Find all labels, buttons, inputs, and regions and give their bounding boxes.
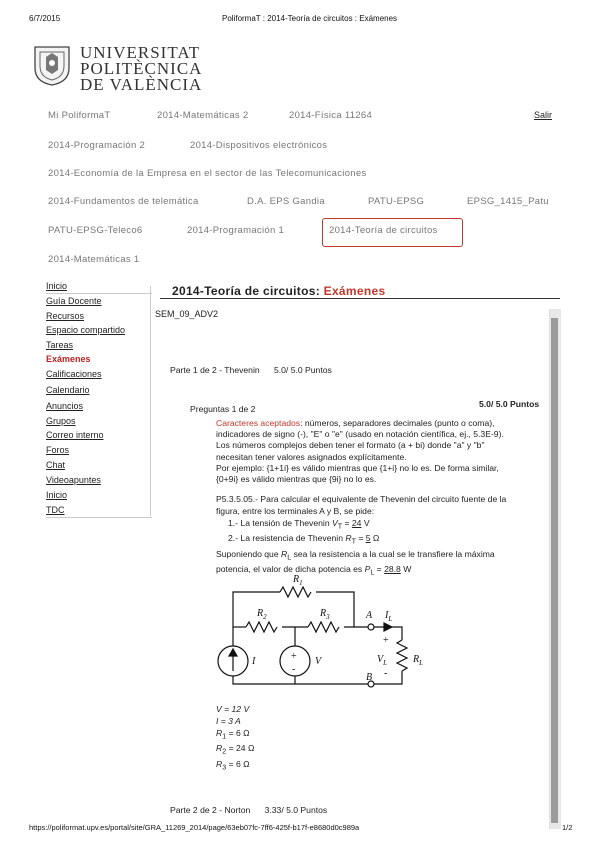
tab-economia[interactable]: 2014-Economía de la Empresa en el sector de las Telecomunicaciones: [48, 168, 367, 179]
sidebar-item-anuncios[interactable]: Anuncios: [46, 401, 84, 411]
sidebar-item-inicio[interactable]: Inicio: [46, 281, 68, 291]
label-il: $I_L$: [385, 610, 393, 623]
sidebar-item-examenes[interactable]: Exámenes: [46, 354, 91, 364]
sidebar-item-espacio-compartido[interactable]: Espacio compartido: [46, 325, 126, 335]
sidebar-item-calendario[interactable]: Calendario: [46, 385, 90, 395]
sidebar-item-videoapuntes[interactable]: Videoapuntes: [46, 475, 101, 485]
tab-programacion1[interactable]: 2014-Programación 1: [187, 225, 285, 236]
print-url: https://poliformat.upv.es/portal/site/GRA_11269_2014/page/63eb07fc-7ff6-425f-b17f-e8680d0c989a: [29, 823, 360, 832]
sidebar-item-calificaciones[interactable]: Calificaciones: [46, 369, 102, 379]
sidebar-divider: [46, 293, 152, 294]
source-minus: -: [292, 664, 296, 675]
resistor-r1: [280, 587, 311, 597]
label-vl: $V_L$: [377, 654, 388, 667]
page-title: 2014-Teoría de circuitos: Exámenes: [172, 284, 386, 298]
sidebar-item-foros[interactable]: Foros: [46, 445, 70, 455]
tab-teoria-circuitos[interactable]: 2014-Teoría de circuitos: [322, 218, 463, 247]
question-points: 5.0/ 5.0 Puntos: [479, 399, 540, 409]
question-label: Preguntas 1 de 2: [190, 404, 256, 414]
label-i: I: [252, 656, 256, 667]
tab-programacion2[interactable]: 2014-Programación 2: [48, 140, 146, 151]
label-v: V: [315, 656, 322, 667]
circuit-values: V = 12 V I = 3 A $R_1 = 6$ Ω $R_2 = 24$ Ω $R_3 = 6$ Ω: [216, 704, 255, 772]
tab-matematicas2[interactable]: 2014-Matemáticas 2: [157, 110, 249, 121]
sidebar-item-chat[interactable]: Chat: [46, 460, 66, 470]
problem-statement: P5.3.5.05.- Para calcular el equivalente de Thevenin del circuito fuente de la figura, entre los terminales A y B, se pide: 1.- La tensión de Thevenin $V_T = 24$ V 2.- La resistencia de Thevenin $R_T = 5$ Ω Suponiendo que $R_L$ sea la resistencia a la cual se le transfiere la máxima potencia, el valor de dicha potencia es $P_L = 28.8$ W: [216, 494, 507, 577]
instructions: Caracteres aceptados: números, separadores decimales (punto o coma), indicadores de signo (-), "E" o "e" (usado en notación científica, ej., 5.3E-9). Los números complejos deben tener el formato (a + bi) donde "a" y "b" necesitan tener valores asignados explícitamente. Por ejemplo: {1+1i} es válido mientras que {1+i} no lo es. De forma similar, {0+9i} es válido mientras que {9i} no lo es.: [216, 418, 504, 485]
circuit-diagram: [212, 572, 440, 702]
source-plus: +: [291, 651, 297, 662]
answer-vt: 24: [351, 517, 362, 528]
sidebar-border: [150, 286, 151, 516]
sidebar-item-inicio-2[interactable]: Inicio: [46, 490, 68, 500]
sidebar-item-correo[interactable]: Correo interno: [46, 430, 104, 440]
print-date: 6/7/2015: [29, 14, 61, 23]
label-node-b: B: [366, 672, 373, 683]
tab-fisica[interactable]: 2014-Física 11264: [289, 110, 373, 121]
sidebar-item-recursos[interactable]: Recursos: [46, 311, 85, 321]
vl-plus: +: [383, 635, 389, 646]
title-divider: [160, 298, 560, 299]
sidebar-item-grupos[interactable]: Grupos: [46, 416, 76, 426]
tab-da-eps[interactable]: D.A. EPS Gandia: [247, 196, 325, 207]
tab-matematicas1[interactable]: 2014-Matemáticas 1: [48, 254, 140, 265]
label-r3: $R_3$: [320, 608, 330, 621]
resistor-r3: [308, 622, 339, 632]
sidebar-item-tdc[interactable]: TDC: [46, 505, 65, 515]
label-r2: $R_2$: [257, 608, 267, 621]
answer-pl: 28.8: [384, 564, 401, 575]
resistor-r2: [246, 622, 277, 632]
logout-link[interactable]: Salir: [534, 110, 553, 120]
tab-epsg1415[interactable]: EPSG_1415_Patu: [467, 196, 549, 207]
scrollbar-thumb[interactable]: [551, 318, 558, 823]
print-title: PoliformaT : 2014-Teoría de circuitos : Exámenes: [222, 14, 398, 23]
vl-minus: -: [384, 668, 388, 679]
part2-label: Parte 2 de 2 - Norton 3.33/ 5.0 Puntos: [170, 805, 328, 815]
part1-label: Parte 1 de 2 - Thevenin 5.0/ 5.0 Puntos: [170, 365, 332, 375]
label-r1: $R_1$: [293, 574, 303, 587]
exam-name: SEM_09_ADV2: [155, 309, 219, 319]
resistor-rl: [397, 640, 407, 671]
tab-patu-epsg[interactable]: PATU-EPSG: [368, 196, 425, 207]
label-rl: $R_L$: [413, 654, 424, 667]
tab-fundamentos[interactable]: 2014-Fundamentos de telemática: [48, 196, 199, 207]
upv-logo-icon: [32, 44, 72, 86]
sidebar-item-tareas[interactable]: Tareas: [46, 340, 74, 350]
tab-mi-poliformat[interactable]: Mi PoliformaT: [48, 110, 111, 121]
print-page-number: 1/2: [562, 823, 573, 832]
answer-rt: 5: [365, 533, 371, 544]
tab-dispositivos[interactable]: 2014-Dispositivos electrónicos: [190, 140, 328, 151]
university-name: UNIVERSITAT POLITÈCNICA DE VALÈNCIA: [80, 43, 203, 94]
tab-patu-teleco[interactable]: PATU-EPSG-Teleco6: [48, 225, 143, 236]
sidebar-item-guia-docente[interactable]: Guía Docente: [46, 296, 102, 306]
label-node-a: A: [366, 610, 373, 621]
sidebar-divider: [46, 517, 152, 518]
